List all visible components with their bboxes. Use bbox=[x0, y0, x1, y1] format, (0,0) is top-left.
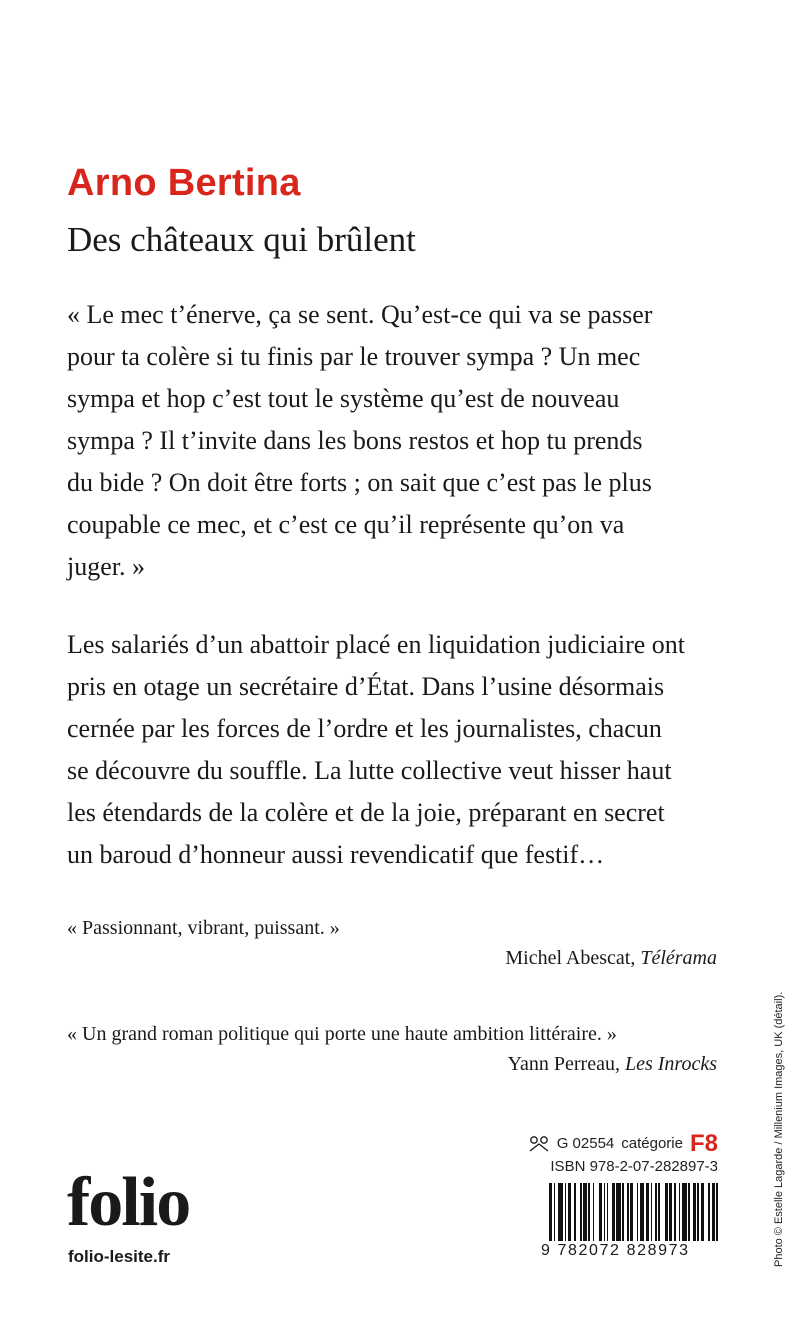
synopsis-line: pris en otage un secrétaire d’État. Dans l’usine désormais bbox=[67, 672, 665, 701]
category-label: catégorie bbox=[621, 1135, 683, 1152]
review-attribution bbox=[67, 943, 717, 973]
isbn: ISBN 978-2-07-282897-3 bbox=[550, 1158, 718, 1175]
author-name: Arno Bertina bbox=[67, 162, 301, 204]
quote-line: juger. » bbox=[67, 552, 145, 581]
synopsis-line: se découvre du souffle. La lutte collective veut hisser haut bbox=[67, 756, 672, 785]
review-critic: Michel Abescat, bbox=[505, 947, 641, 969]
review-telerama bbox=[67, 913, 717, 973]
website: folio-lesite.fr bbox=[68, 1247, 171, 1266]
category-badge: F8 bbox=[689, 1130, 718, 1157]
synopsis-line: Les salariés d’un abattoir placé en liquidation judiciaire ont bbox=[67, 630, 686, 659]
quote-line: sympa et hop c’est tout le système qu’est de nouveau bbox=[67, 384, 620, 413]
synopsis-line: les étendards de la colère et de la joie, préparant en secret bbox=[67, 798, 665, 827]
review-critic: Yann Perreau, bbox=[507, 1053, 625, 1075]
review-outlet: Les Inrocks bbox=[624, 1053, 717, 1075]
barcode bbox=[549, 1183, 721, 1241]
publisher-mark-icon bbox=[528, 1135, 550, 1153]
quote-line: « Le mec t’énerve, ça se sent. Qu’est-ce qui va se passer bbox=[67, 300, 653, 329]
quote-line: coupable ce mec, et c’est ce qu’il représente qu’on va bbox=[67, 510, 625, 539]
review-outlet: Télérama bbox=[640, 947, 717, 969]
book-title: Des châteaux qui brûlent bbox=[67, 220, 416, 259]
synopsis bbox=[67, 624, 717, 876]
photo-credit: Photo © Estelle Lagarde / Millenium Images, UK (détail). bbox=[773, 991, 785, 1267]
review-attribution bbox=[67, 1049, 717, 1079]
barcode-stripe bbox=[718, 1183, 721, 1241]
synopsis-line: cernée par les forces de l’ordre et les journalistes, chacun bbox=[67, 714, 662, 743]
quote-line: pour ta colère si tu finis par le trouver sympa ? Un mec bbox=[67, 342, 641, 371]
publisher-codes bbox=[528, 1132, 718, 1178]
review-inrocks bbox=[67, 1019, 717, 1079]
review-text: « Un grand roman politique qui porte une haute ambition littéraire. » bbox=[67, 1023, 617, 1045]
book-code: G 02554 bbox=[556, 1135, 615, 1152]
excerpt-quote bbox=[67, 294, 717, 588]
quote-line: sympa ? Il t’invite dans les bons restos et hop tu prends bbox=[67, 426, 643, 455]
folio-logo: folio bbox=[67, 1164, 190, 1241]
synopsis-line: un baroud d’honneur aussi revendicatif que festif… bbox=[67, 840, 605, 869]
quote-line: du bide ? On doit être forts ; on sait que c’est pas le plus bbox=[67, 468, 652, 497]
review-text: « Passionnant, vibrant, puissant. » bbox=[67, 917, 340, 939]
barcode-digits: 9 782072 828973 bbox=[541, 1242, 690, 1259]
